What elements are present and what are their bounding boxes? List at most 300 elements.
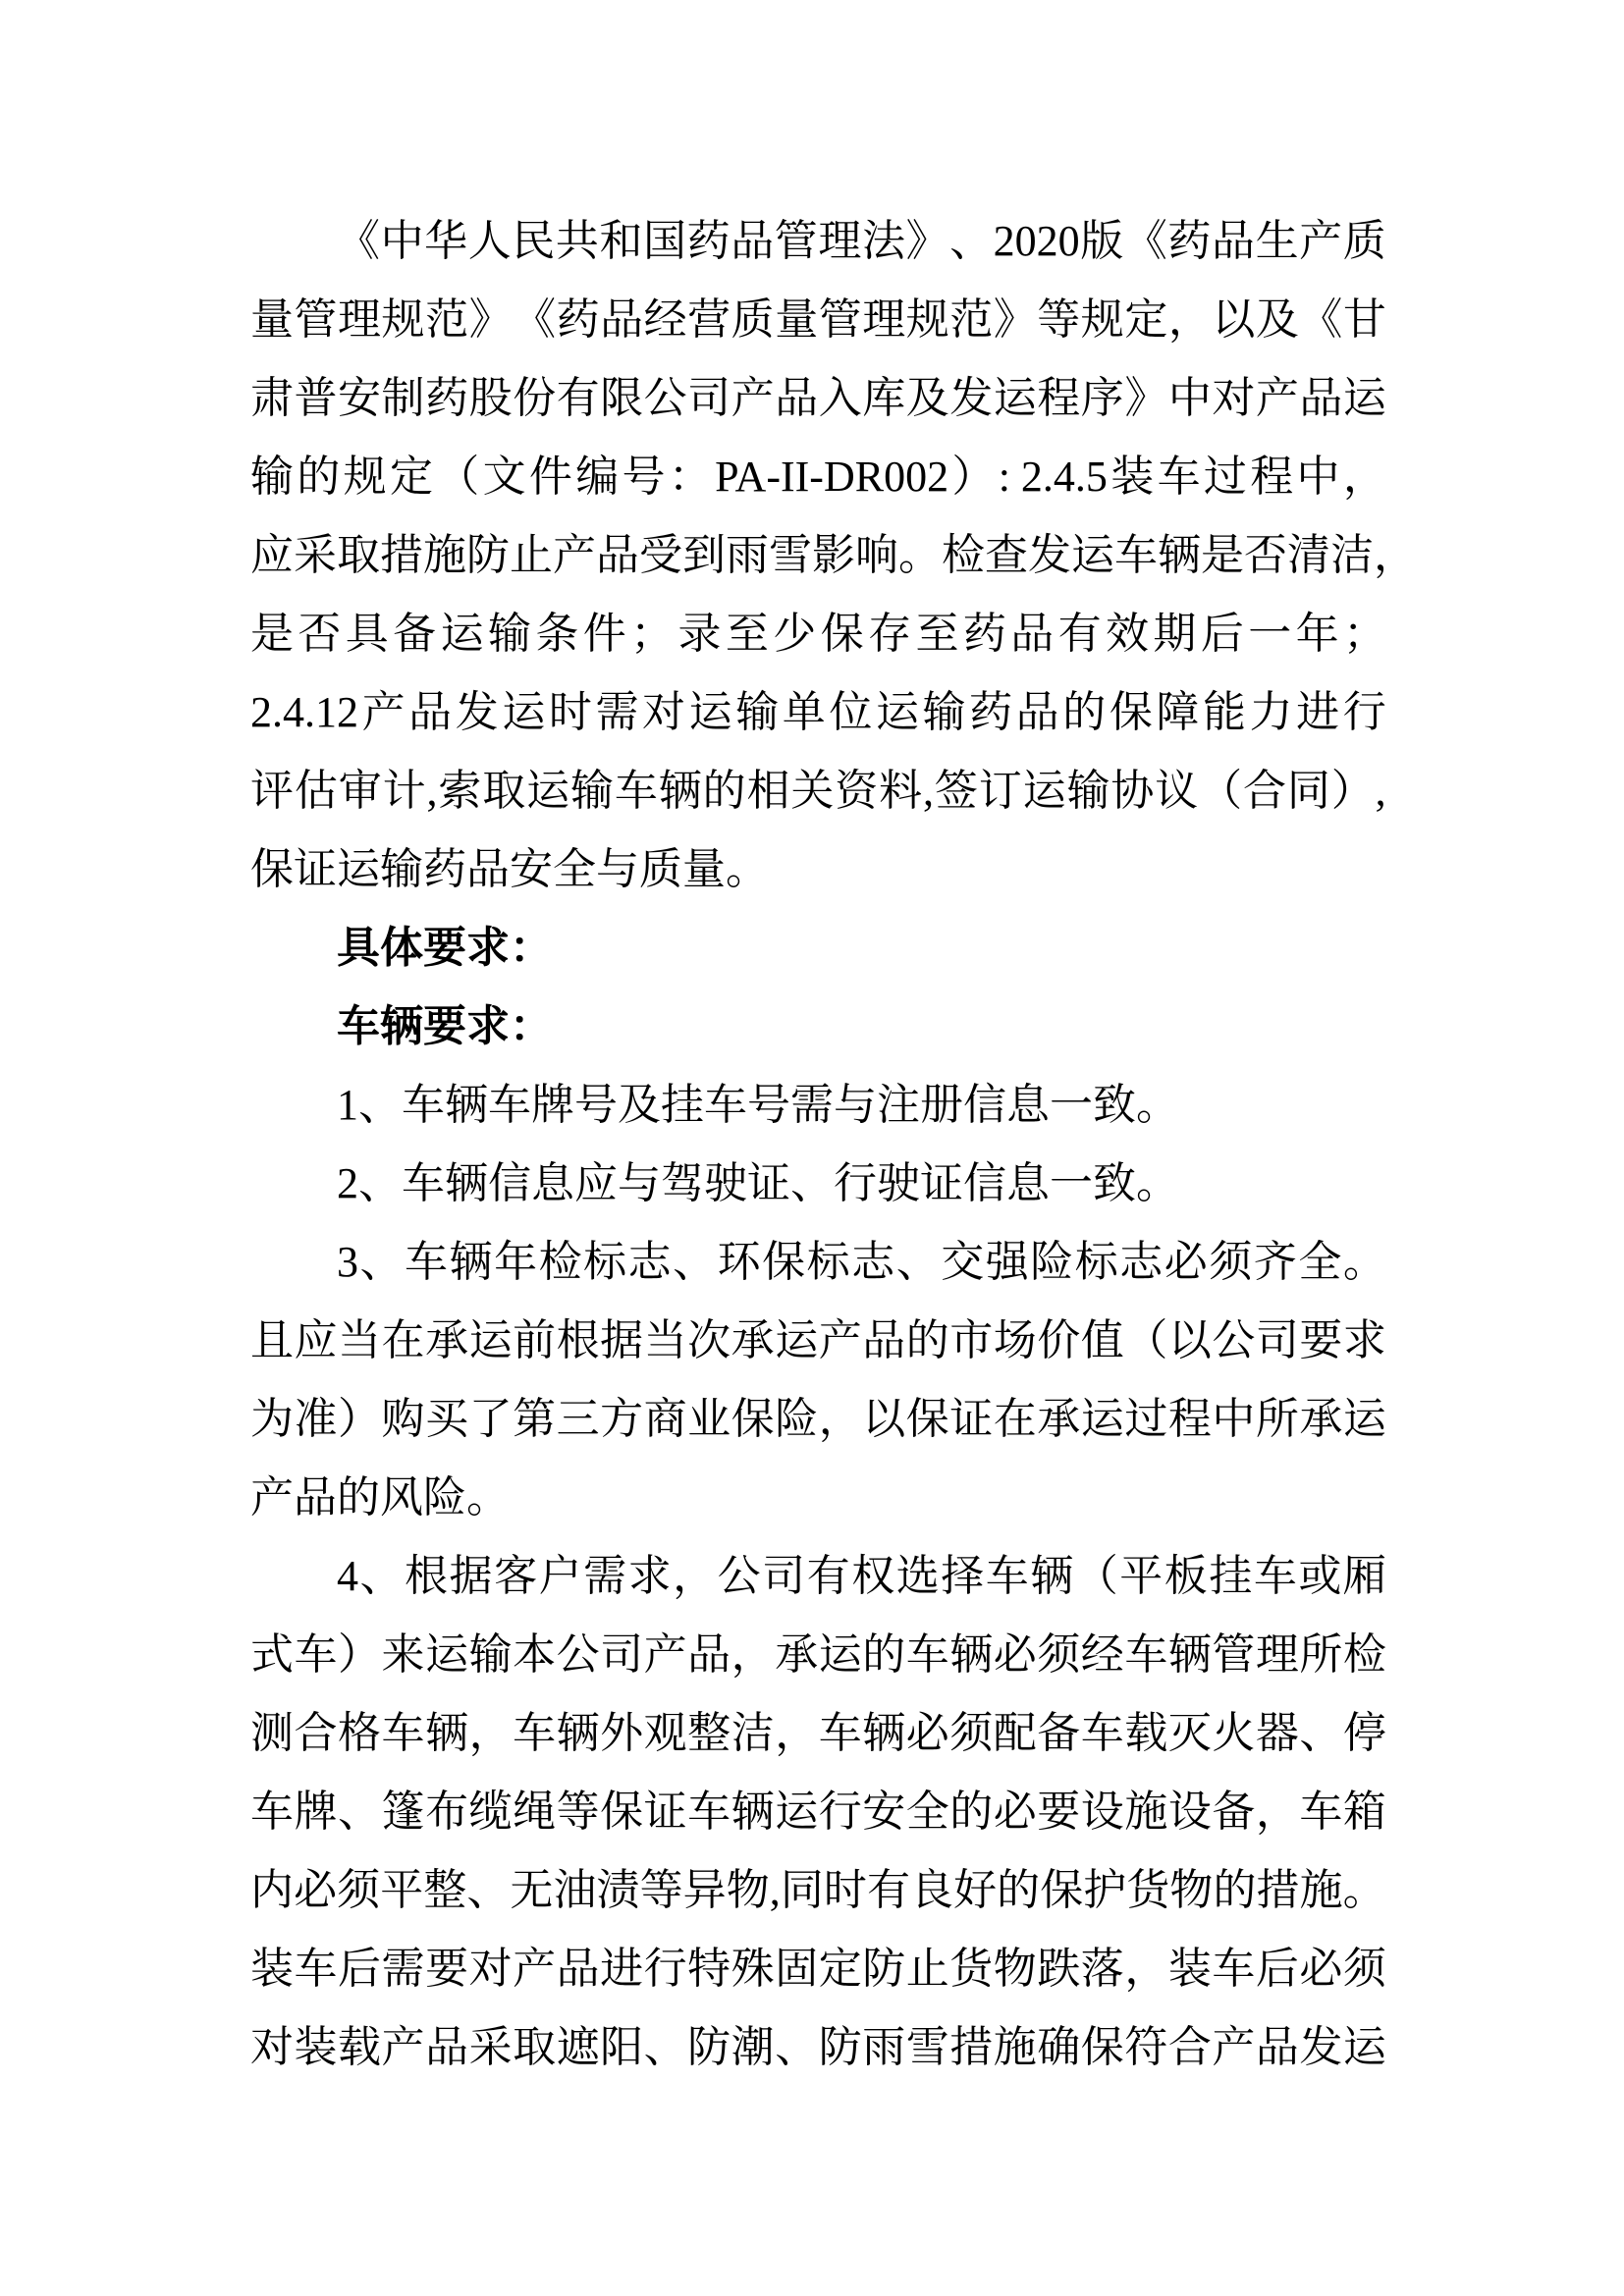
text-fragment: 公 [556, 1630, 600, 1679]
text-fragment: 期 [1153, 610, 1197, 658]
text-fragment: 防 [862, 1945, 906, 1993]
text-fragment: 辆 [1158, 531, 1201, 579]
text-fragment: 车 [405, 1238, 449, 1286]
text-fragment: 平 [380, 1866, 424, 1914]
text-fragment: ； [630, 610, 675, 658]
text-fragment: 权 [851, 1552, 895, 1600]
text-fragment: 标 [806, 1238, 850, 1286]
text-fragment: 止 [905, 1945, 949, 1993]
text-fragment: 买 [425, 1395, 469, 1443]
text-line [250, 752, 1386, 830]
text-fragment: 合 [1243, 767, 1286, 815]
text-fragment: 必 [905, 1709, 949, 1757]
text-fragment: 三 [556, 1395, 600, 1443]
text-fragment: 产 [1255, 374, 1299, 422]
text-fragment: 车 [1212, 1945, 1256, 1993]
text-fragment: 设 [1080, 1788, 1124, 1836]
text-line [250, 1616, 1386, 1694]
text-fragment: 定 [1124, 295, 1168, 344]
text-fragment: 同 [1286, 767, 1330, 815]
text-fragment: ） [338, 1395, 382, 1443]
text-fragment: 物 [726, 1866, 770, 1914]
text-fragment: 户 [538, 1552, 582, 1600]
text-fragment: 进 [1296, 688, 1340, 736]
text-fragment: 运 [502, 688, 546, 736]
text-fragment: 药 [962, 610, 1006, 658]
text-fragment: ， [1374, 531, 1417, 579]
text-fragment: 来 [381, 1630, 425, 1679]
text-fragment: 年 [1295, 610, 1339, 658]
text-fragment: 布 [425, 1788, 469, 1836]
text-fragment: 志 [627, 1238, 672, 1286]
text-line [250, 1851, 1386, 1930]
text-fragment: 范 [949, 295, 994, 344]
text-fragment: 年 [494, 1238, 538, 1286]
text-fragment: 产 [553, 531, 596, 579]
text-fragment: 过 [1124, 1395, 1168, 1443]
text-fragment: 品 [1010, 610, 1055, 658]
text-fragment: ， [1342, 453, 1386, 501]
text-fragment: 对 [1212, 374, 1256, 422]
text-fragment: 审 [338, 767, 382, 815]
text-fragment: 输 [922, 688, 966, 736]
text-fragment: 行 [643, 1945, 687, 1993]
text-fragment: 渍 [596, 1866, 640, 1914]
text-fragment: 方 [600, 1395, 644, 1443]
text-fragment: 志 [1119, 1238, 1164, 1286]
text-fragment: 品 [1255, 2023, 1299, 2071]
text-fragment: 车 [1253, 1552, 1297, 1600]
text-fragment: 公 [717, 1552, 761, 1600]
text-fragment: 择 [941, 1552, 985, 1600]
text-fragment: 须 [1342, 1945, 1386, 1993]
text-fragment: 输 [1066, 767, 1110, 815]
text-line [250, 1930, 1386, 2008]
text-fragment: 有 [1057, 610, 1102, 658]
text-fragment: 规 [1080, 295, 1124, 344]
text-fragment: 清 [1287, 531, 1330, 579]
text-fragment: 防 [466, 531, 510, 579]
text-fragment: 资 [835, 767, 879, 815]
text-fragment: 》 [1124, 374, 1168, 422]
text-fragment: 品 [596, 531, 639, 579]
text-fragment: 产 [818, 1316, 862, 1364]
text-fragment: 交 [941, 1238, 985, 1286]
text-fragment: 好 [953, 1866, 998, 1914]
text-fragment: 受 [639, 531, 682, 579]
text-fragment: 缆 [468, 1788, 513, 1836]
text-line: 1、车辆车牌号及挂车号需与注册信息一致。 [337, 1081, 1179, 1129]
text-fragment: ， [775, 1709, 819, 1757]
text-fragment: 产 [361, 688, 406, 736]
text-fragment: 求 [1342, 1316, 1386, 1364]
text-fragment: 索 [438, 767, 482, 815]
text-fragment: 内 [250, 1866, 294, 1914]
text-fragment: 运 [1342, 1395, 1386, 1443]
text-fragment: 民 [512, 217, 556, 265]
text-fragment: 采 [294, 531, 337, 579]
text-fragment: 辆 [658, 767, 702, 815]
text-fragment: 整 [423, 1866, 467, 1914]
text-fragment: 发 [1299, 2023, 1343, 2071]
text-fragment: 输 [250, 453, 294, 501]
text-fragment: 运 [993, 374, 1037, 422]
text-fragment: 全 [1298, 1238, 1342, 1286]
text-fragment: 运 [440, 610, 484, 658]
text-line [250, 2008, 1386, 2087]
text-fragment: 措 [380, 531, 423, 579]
text-fragment: 车 [513, 1709, 557, 1757]
text-fragment: 保 [731, 1395, 775, 1443]
text-fragment: 一 [1248, 610, 1292, 658]
text-fragment: 行 [818, 1788, 862, 1836]
text-fragment: 须 [337, 1866, 381, 1914]
text-fragment: 定 [818, 1945, 862, 1993]
text-fragment: 司 [762, 1552, 806, 1600]
text-fragment: 品 [425, 2023, 469, 2071]
text-fragment: 必 [993, 1788, 1037, 1836]
text-fragment: 生 [1255, 217, 1299, 265]
text-fragment: 、 [775, 2023, 819, 2071]
text-fragment: 证 [643, 1788, 687, 1836]
text-fragment: 及 [905, 374, 949, 422]
text-fragment: 管 [774, 217, 818, 265]
text-fragment: 牌 [294, 1788, 338, 1836]
text-fragment: 辆 [949, 1630, 994, 1679]
text-fragment: 车 [294, 1630, 338, 1679]
text-fragment: 车 [985, 1552, 1029, 1600]
text-fragment: 落 [1080, 1945, 1124, 1993]
text-fragment: 据 [600, 1316, 644, 1364]
text-fragment: 品 [1211, 217, 1255, 265]
text-fragment: 少 [773, 610, 817, 658]
text-fragment: 承 [775, 1630, 819, 1679]
text-fragment: 中 [1212, 1395, 1256, 1443]
text-fragment: 辆 [556, 1709, 600, 1757]
text-fragment: 品 [862, 1316, 906, 1364]
text-fragment: 需 [595, 688, 639, 736]
text-line [250, 1694, 1386, 1773]
text-fragment: 规 [381, 295, 425, 344]
text-fragment: 运 [1071, 531, 1114, 579]
text-line [250, 516, 1417, 595]
text-fragment: 签 [934, 767, 978, 815]
text-fragment: 影 [812, 531, 855, 579]
text-fragment: 检 [942, 531, 985, 579]
text-fragment: 》 [993, 295, 1037, 344]
text-fragment: 、 [895, 1238, 940, 1286]
text-fragment: ） [951, 453, 996, 501]
text-fragment: 篷 [381, 1788, 425, 1836]
text-fragment: 装 [1167, 1945, 1212, 1993]
text-fragment: 潮 [731, 2023, 775, 2071]
text-fragment: 备 [1212, 1788, 1256, 1836]
text-fragment: 须 [949, 1709, 994, 1757]
text-fragment: 管 [1212, 1630, 1256, 1679]
text-fragment: PA-II-DR002 [715, 453, 949, 501]
text-fragment: 产 [513, 1945, 557, 1993]
text-fragment: 商 [643, 1395, 687, 1443]
text-fragment: 品 [1299, 374, 1343, 422]
text-fragment: 后 [1255, 1945, 1299, 1993]
text-fragment: 过 [1203, 453, 1247, 501]
text-fragment: 库 [862, 374, 906, 422]
text-fragment: 载 [1124, 1709, 1168, 1757]
text-fragment: 必 [1164, 1238, 1208, 1286]
text-fragment: 的 [702, 767, 746, 815]
text-fragment: 位 [829, 688, 873, 736]
text-fragment: 停 [1342, 1709, 1386, 1757]
text-fragment: 合 [294, 1709, 338, 1757]
text-fragment: 入 [818, 374, 862, 422]
text-fragment: 《 [1123, 217, 1167, 265]
text-fragment: 承 [1037, 1395, 1081, 1443]
text-line [250, 1537, 1386, 1616]
text-fragment: 件 [582, 610, 626, 658]
text-fragment: 全 [905, 1788, 949, 1836]
text-fragment: 后 [1200, 610, 1244, 658]
text-fragment: , [1375, 767, 1386, 815]
text-fragment: 管 [294, 295, 338, 344]
text-fragment: 2020 [993, 217, 1080, 265]
text-fragment: 雨 [726, 531, 769, 579]
text-fragment: 理 [862, 295, 906, 344]
text-fragment: ， [673, 1552, 717, 1600]
text-fragment: 异 [682, 1866, 727, 1914]
text-fragment: 值 [1080, 1316, 1124, 1364]
text-fragment: 相 [746, 767, 790, 815]
text-fragment: 当 [338, 1316, 382, 1364]
text-fragment: 序 [1080, 374, 1124, 422]
text-fragment: 议 [1155, 767, 1199, 815]
text-fragment: 进 [600, 1945, 644, 1993]
text-fragment: ， [468, 1709, 513, 1757]
text-fragment: 人 [467, 217, 512, 265]
text-fragment: 洁 [1330, 531, 1374, 579]
text-fragment: 施 [993, 2023, 1037, 2071]
text-fragment: ： [668, 453, 712, 501]
text-fragment: 符 [1124, 2023, 1168, 2071]
text-fragment: 《 [337, 217, 380, 265]
text-fragment: 第 [513, 1395, 557, 1443]
text-fragment: 必 [1299, 1945, 1343, 1993]
text-fragment: 等 [556, 1788, 600, 1836]
text-fragment: 标 [583, 1238, 627, 1286]
text-fragment: 货 [1126, 1866, 1170, 1914]
text-fragment: 法 [861, 217, 905, 265]
text-fragment: 测 [250, 1709, 294, 1757]
text-fragment: 辆 [449, 1238, 493, 1286]
text-fragment: 经 [1080, 1630, 1124, 1679]
text-fragment: 雪 [905, 2023, 949, 2071]
text-fragment: , [923, 767, 934, 815]
text-fragment: 保 [600, 1788, 644, 1836]
text-fragment: 程 [1250, 453, 1294, 501]
text-fragment: 物 [1169, 1866, 1214, 1914]
text-fragment: 洁 [731, 1709, 775, 1757]
text-fragment: （ [1074, 1552, 1118, 1600]
text-fragment: 次 [687, 1316, 731, 1364]
text-fragment: 药 [969, 688, 1013, 736]
text-fragment: 施 [423, 531, 466, 579]
text-fragment: 要 [1299, 1316, 1343, 1364]
text-fragment: 和 [599, 217, 643, 265]
text-fragment: 定 [389, 453, 433, 501]
text-fragment: 输 [570, 767, 614, 815]
text-fragment: 应 [250, 531, 294, 579]
text-fragment: 评 [250, 767, 294, 815]
text-fragment: ， [1255, 1788, 1299, 1836]
text-fragment: 板 [1164, 1552, 1208, 1600]
text-fragment: 保 [1109, 688, 1153, 736]
text-fragment: 运 [1342, 374, 1386, 422]
text-fragment: 车 [1124, 1630, 1168, 1679]
text-fragment: 保 [762, 1238, 806, 1286]
text-fragment: 施 [1299, 1866, 1343, 1914]
text-fragment: 药 [1167, 217, 1212, 265]
text-fragment: 制 [381, 374, 425, 422]
text-fragment: 国 [643, 217, 687, 265]
text-fragment: 甘 [1342, 295, 1386, 344]
text-fragment: 标 [1074, 1238, 1118, 1286]
text-fragment: 力 [1249, 688, 1293, 736]
text-fragment: 份 [513, 374, 557, 422]
text-fragment: 辆 [1167, 1630, 1212, 1679]
text-fragment: 市 [949, 1316, 994, 1364]
text-fragment: 车 [1157, 453, 1201, 501]
text-fragment: 措 [949, 2023, 994, 2071]
text-fragment: 必 [993, 1630, 1037, 1679]
text-fragment: 止 [510, 531, 553, 579]
text-fragment: : 2.4.5 [998, 453, 1108, 501]
text-fragment: 固 [775, 1945, 819, 1993]
text-fragment: 普 [294, 374, 338, 422]
text-fragment: 品 [408, 688, 453, 736]
text-fragment: 及 [1255, 295, 1299, 344]
text-fragment: 要 [1037, 1788, 1081, 1836]
text-fragment: 程 [1037, 374, 1081, 422]
text-fragment: 良 [910, 1866, 953, 1914]
text-fragment: 灭 [1167, 1709, 1212, 1757]
text-fragment: 运 [1080, 1395, 1124, 1443]
text-fragment: 行 [1342, 688, 1386, 736]
text-fragment: 、 [359, 1552, 404, 1600]
text-fragment: 规 [343, 453, 387, 501]
text-fragment: 输 [487, 610, 531, 658]
text-fragment: ， [1124, 1945, 1168, 1993]
text-fragment: 、 [673, 1238, 717, 1286]
text-fragment: 是 [1201, 531, 1244, 579]
text-fragment: 环 [717, 1238, 761, 1286]
text-fragment: 程 [1167, 1395, 1212, 1443]
text-fragment: 是 [250, 610, 294, 658]
text-fragment: 格 [338, 1709, 382, 1757]
text-fragment: 、 [359, 1238, 404, 1286]
text-fragment: ， [818, 1395, 862, 1443]
text-fragment: 的 [949, 1788, 994, 1836]
text-fragment: 理 [338, 295, 382, 344]
text-fragment: 配 [993, 1709, 1037, 1757]
text-line [250, 595, 1386, 673]
text-fragment: 品 [600, 295, 644, 344]
text-fragment: 《 [1299, 295, 1343, 344]
text-fragment: 。 [1342, 1866, 1386, 1914]
text-fragment: 发 [455, 688, 499, 736]
text-fragment: 》 [905, 217, 949, 265]
text-fragment: 运 [775, 1788, 819, 1836]
text-fragment: 订 [978, 767, 1022, 815]
text-fragment: 外 [600, 1709, 644, 1757]
text-fragment: 保 [1080, 2023, 1124, 2071]
text-fragment: 的 [997, 1866, 1041, 1914]
text-line [250, 202, 1386, 281]
text-fragment: 物 [993, 1945, 1037, 1993]
text-fragment: 取 [513, 2023, 557, 2071]
text-fragment: 编 [575, 453, 620, 501]
text-fragment: 到 [682, 531, 726, 579]
text-fragment: 等 [1037, 295, 1081, 344]
text-fragment: 产 [643, 1630, 687, 1679]
text-fragment: 且 [250, 1316, 294, 1364]
text-fragment: 设 [1167, 1788, 1212, 1836]
text-fragment: 运 [875, 688, 919, 736]
text-fragment: 》 [468, 295, 513, 344]
text-fragment: 至 [915, 610, 959, 658]
text-fragment: 检 [1342, 1630, 1386, 1679]
text-fragment: 须 [1209, 1238, 1253, 1286]
text-fragment: 厢 [1342, 1552, 1386, 1600]
text-fragment: 股 [468, 374, 513, 422]
text-fragment: 至 [725, 610, 769, 658]
text-line [250, 281, 1386, 359]
text-fragment: 辆 [731, 1788, 775, 1836]
text-fragment: 、 [949, 217, 994, 265]
text-fragment: 等 [639, 1866, 683, 1914]
text-fragment: 承 [425, 1316, 469, 1364]
text-fragment: 在 [381, 1316, 425, 1364]
text-fragment: 产 [381, 2023, 425, 2071]
text-fragment: 雨 [862, 2023, 906, 2071]
text-fragment: 有 [866, 1866, 910, 1914]
text-fragment: 辆 [425, 1709, 469, 1757]
text-fragment: 在 [993, 1395, 1037, 1443]
text-fragment: 器 [1255, 1709, 1299, 1757]
text-fragment: 计 [382, 767, 426, 815]
text-fragment: 以 [1167, 1316, 1212, 1364]
text-fragment: 件 [528, 453, 572, 501]
text-fragment: 共 [555, 217, 599, 265]
text-fragment: 雪 [769, 531, 812, 579]
text-fragment: 司 [600, 1630, 644, 1679]
text-fragment: 应 [294, 1316, 338, 1364]
text-fragment: 车 [1080, 1709, 1124, 1757]
text-fragment: 必 [294, 1866, 338, 1914]
text-fragment: , [426, 767, 438, 815]
text-fragment: 对 [642, 688, 686, 736]
text-fragment: 车 [687, 1788, 731, 1836]
text-fragment: 文 [482, 453, 526, 501]
text-fragment: 质 [1342, 217, 1386, 265]
text-fragment: 录 [677, 610, 722, 658]
text-fragment: 当 [643, 1316, 687, 1364]
text-fragment: 准 [294, 1395, 338, 1443]
document-body [250, 202, 1417, 2087]
text-fragment: 式 [250, 1630, 294, 1679]
text-fragment: 强 [985, 1238, 1029, 1286]
text-fragment: 选 [895, 1552, 940, 1600]
text-fragment: 承 [731, 1316, 775, 1364]
text-fragment: 车 [1114, 531, 1158, 579]
